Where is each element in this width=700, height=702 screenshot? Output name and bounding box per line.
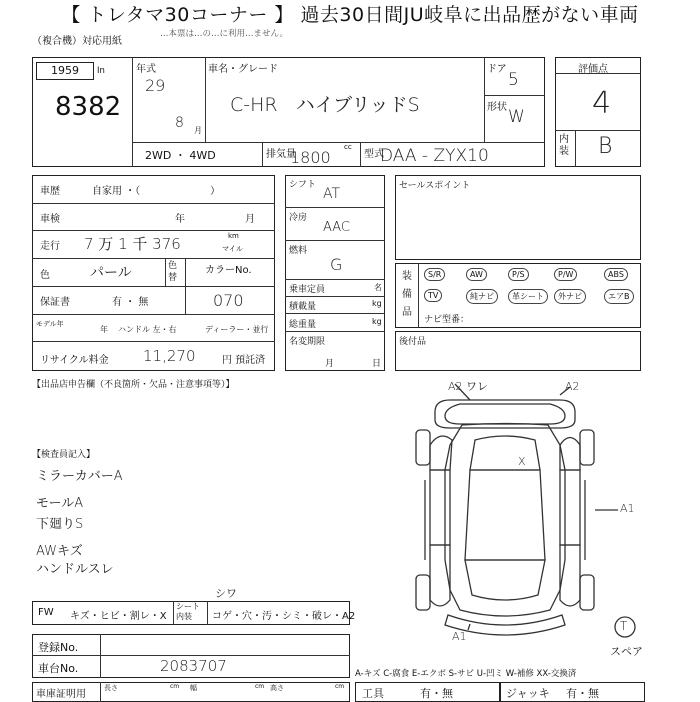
height-unit: cm: [335, 683, 345, 690]
model-code-label: 型式: [364, 149, 384, 160]
warranty-value: 有 ・ 無: [112, 297, 149, 308]
shape-label: 形状: [487, 102, 507, 113]
year-month-unit: 月: [194, 126, 202, 135]
color-code-value: 070: [213, 291, 244, 310]
inspector-note-2: モールA: [36, 496, 84, 511]
capacity-unit: 名: [374, 283, 382, 292]
equipment-row2-item-2: 革シート: [508, 289, 548, 304]
fuel-label: 燃料: [289, 246, 308, 256]
damage-mark-side: A1: [620, 502, 635, 515]
name-deadline-day: 日: [372, 359, 382, 369]
drive-value: 2WD ・ 4WD: [145, 149, 216, 162]
shape-value: W: [508, 107, 525, 127]
displacement-label: 排気量: [266, 149, 296, 160]
lot-number: 8382: [55, 92, 122, 122]
tools-label: 工具: [362, 687, 384, 700]
lot-label: 1959: [51, 64, 79, 77]
height-label: 高さ: [270, 684, 284, 692]
recycle-label: リサイクル料金: [40, 355, 109, 366]
warranty-label: 保証書: [40, 297, 70, 308]
dealer-import: ディーラー・並行: [205, 325, 269, 334]
equipment-row1-item-4: ABS: [604, 268, 628, 281]
damage-mark-front: A1: [452, 630, 467, 643]
model-grade-value: C-HR ハイブリッドS: [230, 94, 420, 116]
year-value: 29: [145, 76, 166, 95]
inspection-label: 車検: [40, 214, 60, 225]
capacity-label: 乗車定員: [289, 285, 326, 295]
handle-side: ハンドル 左・右: [118, 325, 177, 334]
shift-value: AT: [323, 186, 341, 202]
jack-label: ジャッキ: [506, 687, 550, 700]
equipment-row2-item-1: 純ナビ: [466, 289, 498, 304]
fw-label: FW: [38, 607, 54, 618]
width-label: 幅: [190, 684, 197, 692]
color-change-label: 色替: [168, 261, 178, 283]
spare-tire-mark: T: [620, 619, 628, 633]
mileage-unit-mile: マイル: [222, 245, 243, 253]
equipment-row2-item-3: 外ナビ: [554, 289, 586, 304]
inspector-note-3: 下廻りS: [36, 517, 84, 532]
width-unit: cm: [255, 683, 265, 690]
equipment-row1-item-1: AW: [466, 268, 487, 281]
equipment-row2-item-4: エアB: [604, 289, 634, 304]
aircon-label: 冷房: [289, 213, 308, 223]
color-label: 色: [40, 270, 50, 281]
spare-label: スペア: [610, 645, 643, 658]
inspector-note-5: ハンドルスレ: [36, 562, 114, 577]
interior-label: 内装: [559, 134, 569, 157]
equipment-row1-item-2: P/S: [508, 268, 529, 281]
mileage-unit-km: km: [228, 232, 239, 240]
equipment-row1-item-3: P/W: [554, 268, 577, 281]
color-value: パール: [90, 265, 132, 281]
total-weight-unit: kg: [372, 317, 382, 326]
model-year-unit: 年: [100, 325, 108, 334]
recycle-unit: 円 預託済: [222, 355, 266, 366]
equipment-row1-item-0: S/R: [424, 268, 445, 281]
load-unit: kg: [372, 299, 382, 308]
inspection-month: 月: [245, 214, 255, 225]
mileage-label: 走行: [40, 241, 60, 252]
cut-notice-text: …本票は…の…に利用…ません。: [160, 29, 289, 39]
model-code-value: DAA - ZYX10: [380, 146, 489, 166]
length-label: 長さ: [104, 684, 118, 692]
fuel-value: G: [330, 255, 343, 274]
total-weight-label: 総重量: [289, 320, 317, 330]
fw-items: キズ・ヒビ・割レ・X: [70, 611, 167, 622]
year-label: 年式: [136, 64, 156, 75]
tools-value: 有・無: [420, 687, 453, 700]
form-type-label: （複合機）対応用紙: [32, 36, 122, 47]
after-fit-label: 後付品: [399, 337, 427, 347]
banner-title: 【 トレタマ30コーナー 】 過去30日間JU岐阜に出品歴がない車両: [0, 0, 700, 30]
history-value: 自家用 ・（ ）: [92, 186, 221, 197]
damage-legend: A-キズ C-腐食 E-エクボ S-サビ U-凹ミ W-補修 XX-交換済: [355, 669, 577, 679]
aircon-value: AAC: [323, 220, 350, 235]
sales-point-label: セールスポイント: [399, 181, 471, 191]
shift-label: シフト: [289, 180, 317, 190]
equipment-row2-item-0: TV: [424, 289, 442, 302]
chassis-label: 車台No.: [38, 662, 79, 675]
damage-mark-rear-left: A2 ワレ: [448, 380, 489, 393]
history-label: 車歴: [40, 186, 60, 197]
load-label: 積載量: [289, 302, 317, 312]
navi-model-label: ナビ型番：: [424, 315, 470, 325]
year-month-value: 8: [175, 115, 184, 131]
inspector-note-1: ミラーカバーA: [36, 469, 123, 484]
inspection-year: 年: [175, 214, 185, 225]
doors-label: ドア: [487, 64, 507, 75]
registration-label: 登録No.: [38, 641, 79, 654]
seat-interior-label: シート内装: [176, 602, 200, 621]
model-year-label: モデル年: [36, 320, 64, 328]
recycle-value: 11,270: [143, 347, 196, 365]
displacement-unit: cc: [344, 143, 352, 151]
seller-notes-label: 【出品店申告欄（不良箇所・欠品・注意事項等）】: [32, 380, 235, 390]
inspector-notes-label: 【検査員記入】: [32, 450, 96, 460]
jack-value: 有・無: [566, 687, 599, 700]
doors-value: 5: [508, 70, 519, 90]
lot-suffix: In: [97, 66, 105, 76]
equipment-label: 装備品: [402, 271, 412, 318]
garage-cert-label: 車庫証明用: [36, 689, 86, 700]
mileage-value: 7 万 1 千 376: [84, 235, 181, 253]
damage-mark-rear-right: A2: [565, 380, 580, 393]
name-deadline-month: 月: [325, 359, 335, 369]
seat-interior-items: コゲ・穴・汚・シミ・破レ・A2: [212, 611, 356, 622]
score-value: 4: [592, 86, 612, 121]
seat-handwritten-note: シワ: [215, 587, 237, 600]
damage-mark-center: X: [518, 455, 526, 468]
model-grade-label: 車名・グレード: [208, 64, 278, 75]
color-code-label: カラーNo.: [205, 265, 252, 276]
interior-value: B: [598, 134, 613, 159]
displacement-value: 1800: [290, 148, 331, 167]
name-deadline-label: 名変期限: [289, 337, 326, 347]
chassis-value: 2083707: [160, 657, 227, 675]
length-unit: cm: [170, 683, 180, 690]
score-label: 評価点: [578, 64, 608, 75]
inspector-note-4: AWキズ: [36, 544, 83, 559]
